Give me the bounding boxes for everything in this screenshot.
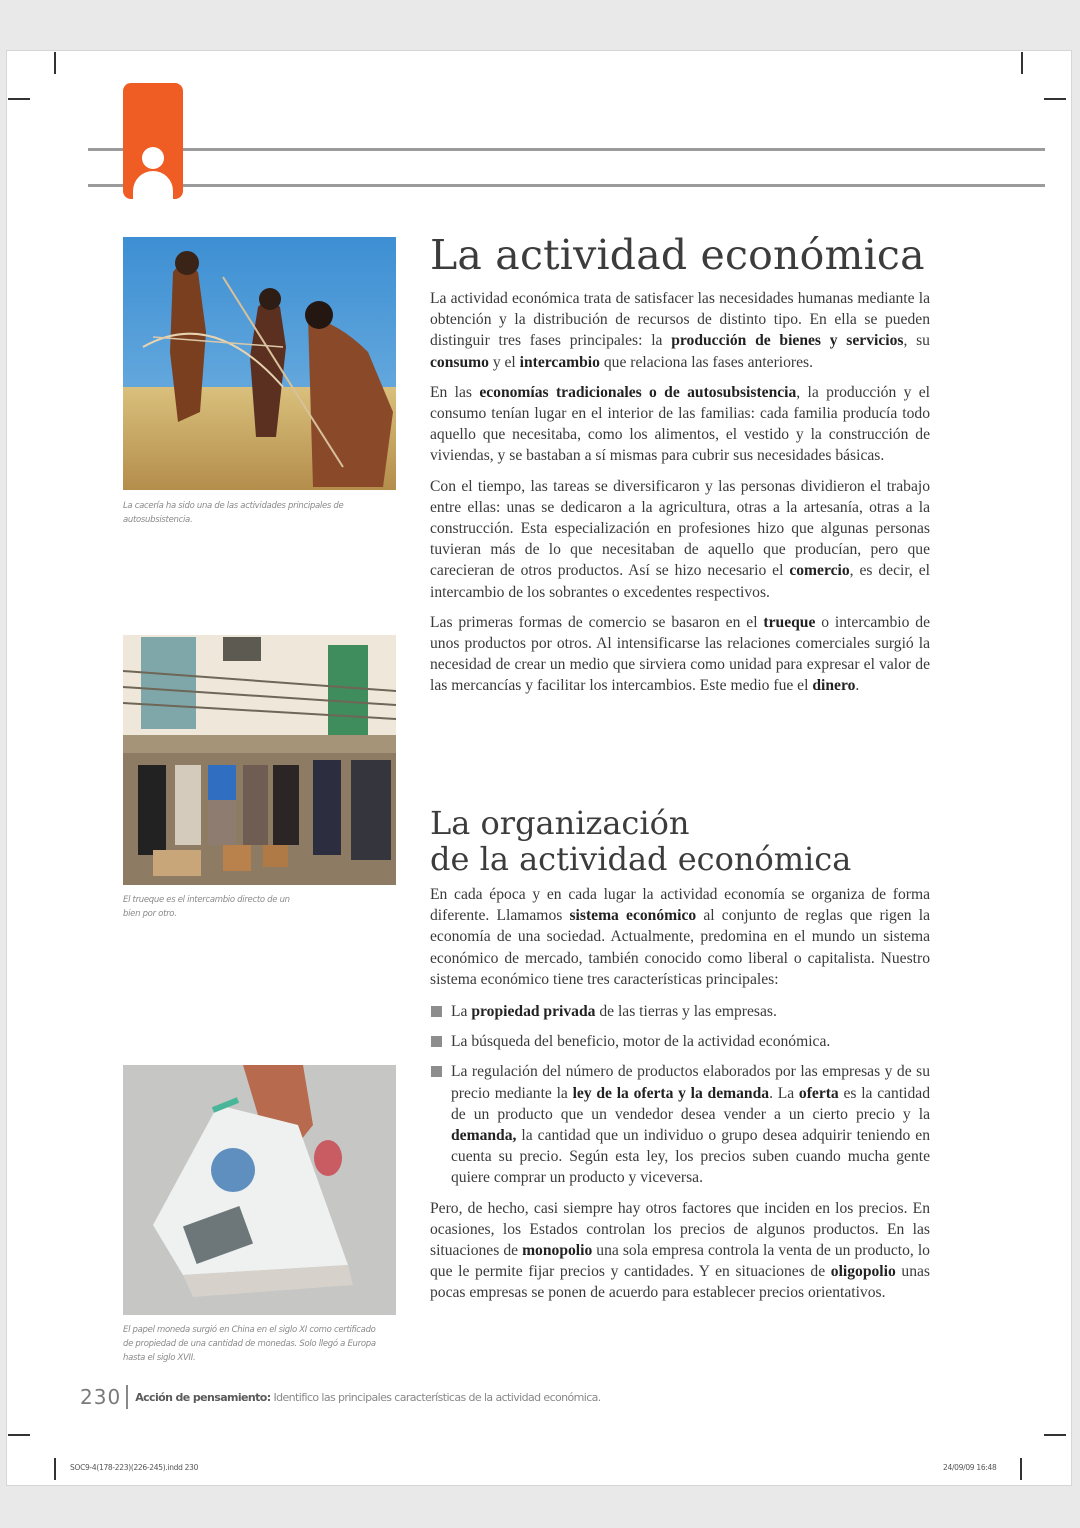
paragraph: Pero, de hecho, casi siempre hay otros factores que inciden en los precios. En ocasiones, los Estados controlan los precios de algunos productos. En las situaciones de monopolio una sola empresa controla la venta de un producto, lo que le permite fijar precios y cantidades. Y en situaciones de oligopolio unas pocas empresas se ponen de acuerdo para establecer precios orientativos.: [430, 1199, 930, 1302]
crop-mark: [8, 1434, 30, 1436]
paragraph: En cada época y en cada lugar la actividad economía se organiza de forma diferente. Llamamos sistema económico al conjunto de reglas que rigen la economía de una sociedad. Actualmente, predomina en el mundo un sistema económico de mercado, también conocido como liberal o capitalista. Nuestro sistema económico tiene tres características principales:: [430, 886, 930, 988]
footer-text: Acción de pensamiento: Identifico las principales características de la actividad económica.: [135, 1390, 601, 1404]
paragraph: Las primeras formas de comercio se basaron en el trueque o intercambio de unos productos por otros. Al intensificarse las relaciones comerciales surgió la necesidad de crear un medio que sirviera como unidad para expresar el valor de las mercancías y facilitar los intercambios. Este medio fue el dinero.: [430, 613, 930, 695]
crop-mark: [1021, 52, 1023, 74]
section2-body: [430, 884, 930, 1304]
print-slug-file: SOC9-4(178-223)(226-245).indd 230: [70, 1463, 199, 1472]
list-item: La búsqueda del beneficio, motor de la actividad económica.: [430, 1031, 930, 1052]
list-item: La regulación del número de productos elaborados por las empresas y de su precio mediante la ley de la oferta y la demanda. La oferta es la cantidad de un producto que un vendedor desea vender a un cierto precio y la demanda, la cantidad que un individuo o grupo desea adquirir teniendo en cuenta su precio. Según esta ley, los precios suben cuando mucha gente quiere comprar un producto y viceversa.: [430, 1061, 930, 1188]
section1-body: [430, 288, 930, 697]
crop-mark: [54, 52, 56, 74]
crop-mark: [1044, 1434, 1066, 1436]
section-la-actividad-economica: [430, 232, 930, 278]
photo-hunters: [123, 237, 396, 490]
characteristics-list: [430, 1001, 930, 1189]
section-title-line2: de la actividad económica: [430, 840, 852, 878]
paragraph: Con el tiempo, las tareas se diversificaron y las personas dividieron el trabajo entre ellas: unas se dedicaron a la agricultura, otras a la artesanía, otras a la construcción. Esta especialización en profesiones hizo que algunas personas tuvieran más de lo que necesitaban de aquello que producían, pero que carecieran de otros productos. Así se hizo necesario el comercio, es decir, el intercambio de los sobrantes o excedentes respectivos.: [430, 477, 930, 601]
print-slug-date: 24/09/09 16:48: [943, 1463, 997, 1472]
paragraph: En las economías tradicionales o de autosubsistencia, la producción y el consumo tenían lugar en el interior de las familias: cada familia producía todo aquello que necesitaba, como los alimentos, el vestido y la construcción de viviendas, y se bastaban a sí mismas para cubrir sus necesidades básicas.: [430, 383, 930, 465]
person-icon: [123, 83, 183, 199]
photo-banknotes: [123, 1065, 396, 1315]
crop-mark: [1044, 98, 1066, 100]
crop-mark: [8, 98, 30, 100]
list-item: La propiedad privada de las tierras y las empresas.: [430, 1001, 930, 1022]
crop-mark: [1020, 1458, 1022, 1480]
square-bullet-icon: [431, 1036, 442, 1047]
section-organizacion: [430, 805, 930, 877]
paragraph: La actividad económica trata de satisfacer las necesidades humanas mediante la obtención y la distribución de recursos de distinto tipo. En ella se pueden distinguir tres fases principales: la producción de bienes y servicios, su consumo y el intercambio que relaciona las fases anteriores.: [430, 290, 930, 371]
figure-caption: El papel moneda surgió en China en el siglo XI como certificado de propiedad de una cantidad de monedas. Solo llegó a Europa hasta el siglo XVII.: [123, 1325, 376, 1363]
photo-barter-market: [123, 635, 396, 885]
figure-caption: La cacería ha sido una de las actividades principales de autosubsistencia.: [123, 501, 344, 525]
page-number: 230: [80, 1385, 122, 1409]
header-rule-bottom: [88, 184, 1045, 187]
footer-divider: [126, 1385, 128, 1409]
section-title-line1: La organización: [430, 804, 690, 842]
crop-mark: [54, 1458, 56, 1480]
figure-caption: El trueque es el intercambio directo de un bien por otro.: [123, 895, 290, 919]
square-bullet-icon: [431, 1066, 442, 1077]
square-bullet-icon: [431, 1006, 442, 1017]
header-rule-top: [88, 148, 1045, 151]
page-footer: [80, 1385, 601, 1409]
section-title: La actividad económica: [430, 231, 925, 279]
